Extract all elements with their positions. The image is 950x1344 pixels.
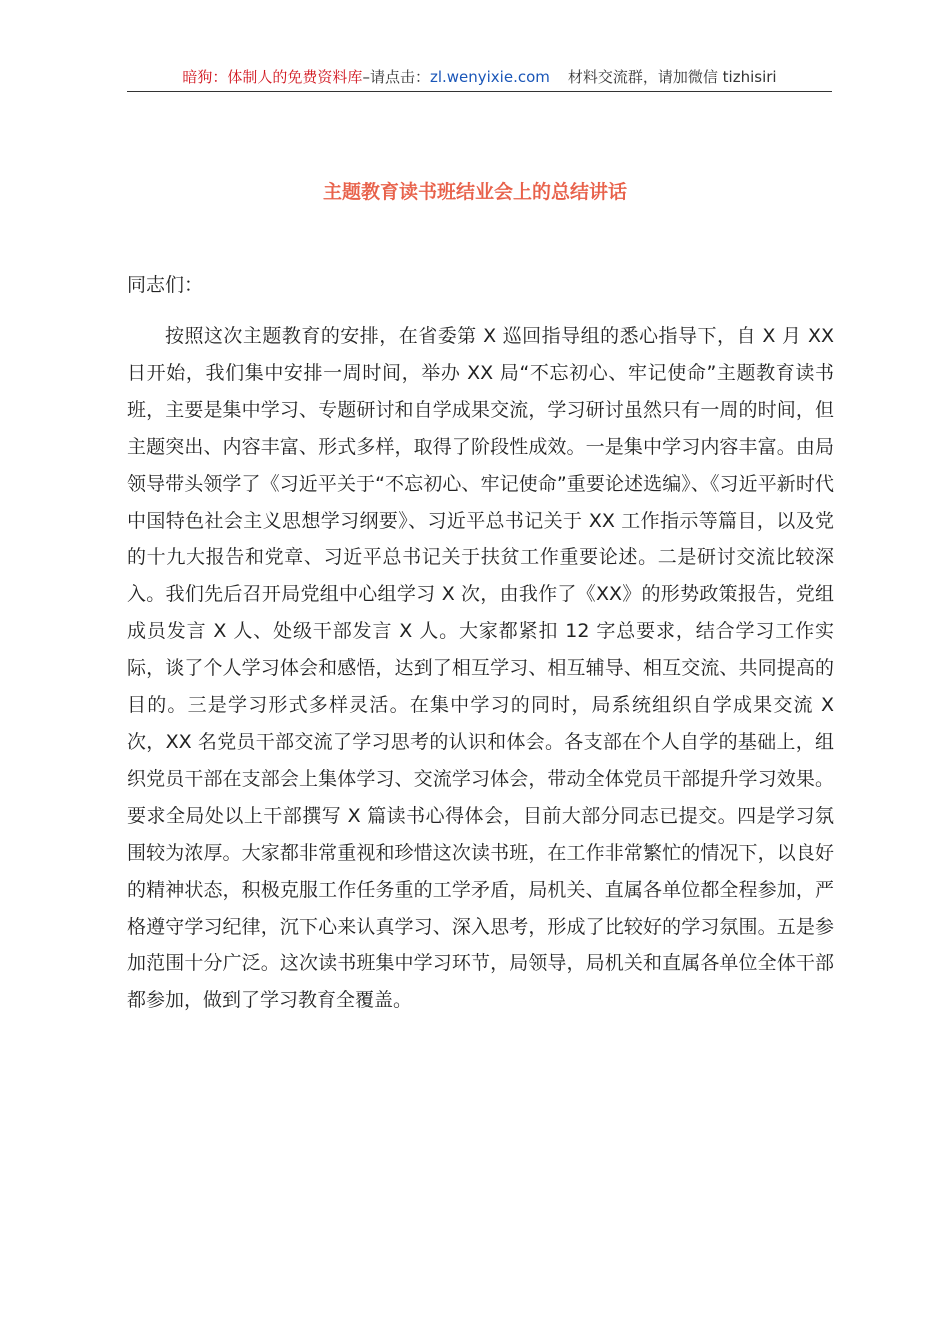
header-url-link[interactable]: zl.wenyixie.com	[429, 68, 550, 86]
header-site-name: 暗狗：体制人的免费资料库	[182, 68, 363, 86]
salutation: 同志们：	[127, 274, 204, 296]
header-click-prompt: –请点击：	[362, 68, 430, 86]
page-header	[127, 64, 832, 92]
document-title: 主题教育读书班结业会上的总结讲话	[322, 181, 627, 203]
header-wechat-note: 材料交流群，请加微信 tizhisiri	[567, 68, 777, 86]
body-paragraph: 按照这次主题教育的安排，在省委第 X 巡回指导组的悉心指导下，自 X 月 XX 日开始，我们集中安排一周时间，举办 XX 局“不忘初心、牢记使命”主题教育读书班，主要是集中学习、专题研讨和自学成果交流，学习研讨虽然只有一周的时间，但主题突出、内容丰富、形式多样，取得了阶段性成效。一是集中学习内容丰富。由局领导带头领学了《习近平关于“不忘初心、牢记使命”重要论述选编》、《习近平新时代中国特色社会主义思想学习纲要》、习近平总书记关于 XX 工作指示等篇目，以及党的十九大报告和党章、习近平总书记关于扶贫工作重要论述。二是研讨交流比较深入。我们先后召开局党组中心组学习 X 次，由我作了《XX》的形势政策报告，党组成员发言 X 人、处级干部发言 X 人。大家都紧扣 12 字总要求，结合学习工作实际，谈了个人学习体会和感悟，达到了相互学习、相互辅导、相互交流、共同提高的目的。三是学习形式多样灵活。在集中学习的同时，局系统组织自学成果交流 X 次，XX 名党员干部交流了学习思考的认识和体会。各支部在个人自学的基础上，组织党员干部在支部会上集体学习、交流学习体会，带动全体党员干部提升学习效果。要求全局处以上干部撰写 X 篇读书心得体会，目前大部分同志已提交。四是学习氛围较为浓厚。大家都非常重视和珍惜这次读书班，在工作非常繁忙的情况下，以良好的精神状态，积极克服工作任务重的工学矛盾，局机关、直属各单位都全程参加，严格遵守学习纪律，沉下心来认真学习、深入思考，形成了比较好的学习氛围。五是参加范围十分广泛。这次读书班集中学习环节，局领导，局机关和直属各单位全体干部都参加，做到了学习教育全覆盖。	[127, 325, 834, 1012]
